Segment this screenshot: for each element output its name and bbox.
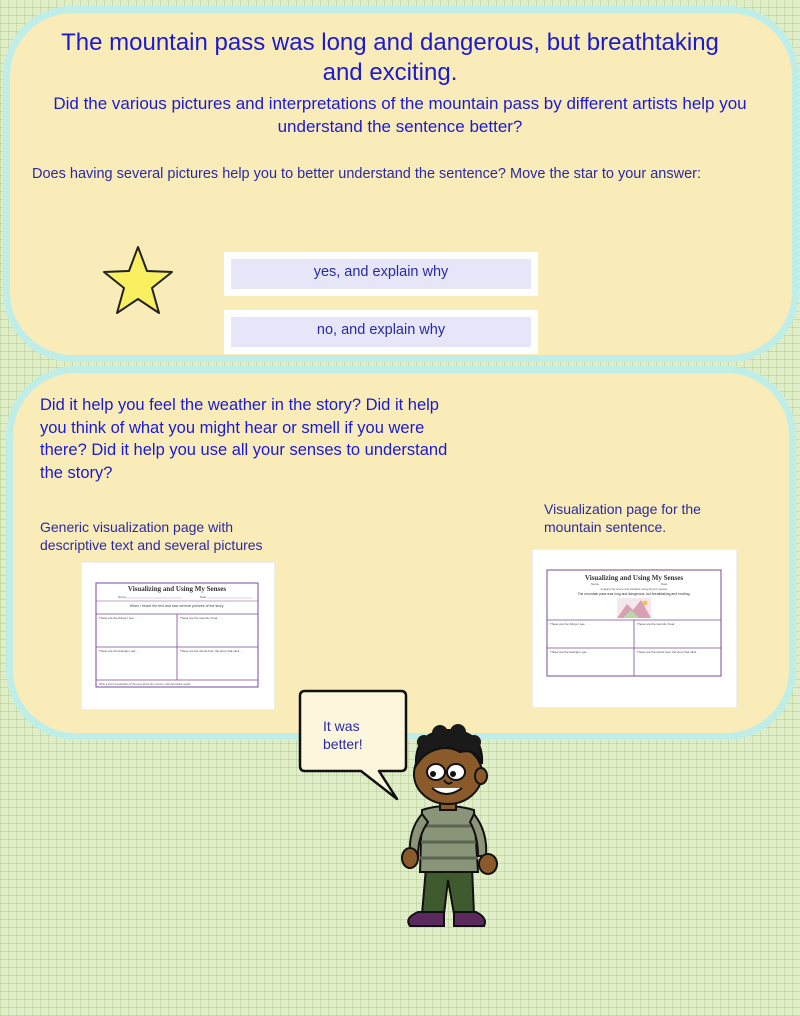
generic-sheet-footer: Write a short visualization of the story about the moment, with descriptive words bbox=[99, 683, 191, 686]
mountain-picture bbox=[617, 598, 651, 618]
star-icon[interactable] bbox=[101, 244, 175, 316]
generic-cell-see: These are the things I see . . . bbox=[99, 616, 139, 620]
generic-worksheet-thumbnail[interactable] bbox=[82, 563, 274, 709]
generic-cell-hear: These are the sounds I hear . . . bbox=[180, 616, 223, 620]
mountain-cell-feel: These are the feelings I get . . . bbox=[550, 650, 592, 654]
generic-cell-words: These are the words from the story that stick . . . bbox=[180, 649, 245, 653]
generic-sheet-prompt: When I heard the text and saw several pictures of the story: bbox=[129, 604, 225, 608]
page-title: The mountain pass was long and dangerous, but breathtaking and exciting. bbox=[61, 29, 719, 86]
answer-no-label: no, and explain why bbox=[231, 317, 531, 347]
generic-date-label: Date bbox=[200, 595, 207, 599]
generic-cell-feel: These are the feelings I get . . . bbox=[99, 649, 141, 653]
main-question: Did the various pictures and interpretations of the mountain pass by different artists help you understand the sentence better? bbox=[53, 94, 747, 136]
answer-yes-label: yes, and explain why bbox=[231, 259, 531, 289]
mountain-sheet-prompt: Imagine the scene and visualize using all your senses bbox=[600, 587, 668, 591]
generic-name-label: Name bbox=[118, 595, 127, 599]
mountain-cell-see: These are the things I see . . . bbox=[550, 622, 590, 626]
senses-question: Did it help you feel the weather in the story? Did it help you think of what you might hear or smell if you were there? Did it help you use all your senses to understand the story? bbox=[40, 396, 448, 482]
mountain-cell-words: These are the words from the story that stick . . . bbox=[637, 650, 702, 654]
speech-bubble-text: It was better! bbox=[323, 718, 363, 752]
generic-sheet-caption: Generic visualization page with descriptive text and several pictures bbox=[40, 519, 263, 553]
generic-sheet-title: Visualizing and Using My Senses bbox=[127, 585, 227, 593]
mountain-cell-hear: These are the sounds I hear . . . bbox=[637, 622, 680, 626]
mountain-sheet-sentence: The mountain pass was long and dangerous, but breathtaking and exciting. bbox=[577, 592, 691, 596]
mountain-date-label: Date bbox=[661, 582, 668, 586]
mountain-name-label: Name bbox=[591, 582, 600, 586]
cartoon-boy-icon bbox=[388, 718, 508, 934]
answer-yes-box[interactable] bbox=[224, 252, 538, 296]
activity-instruction: Does having several pictures help you to better understand the sentence? Move the star to your answer: bbox=[32, 166, 701, 182]
mountain-sheet-caption: Visualization page for the mountain sentence. bbox=[544, 501, 701, 535]
answer-no-box[interactable] bbox=[224, 310, 538, 354]
mountain-worksheet-thumbnail[interactable] bbox=[533, 550, 736, 707]
mountain-sheet-title: Visualizing and Using My Senses bbox=[584, 574, 684, 582]
